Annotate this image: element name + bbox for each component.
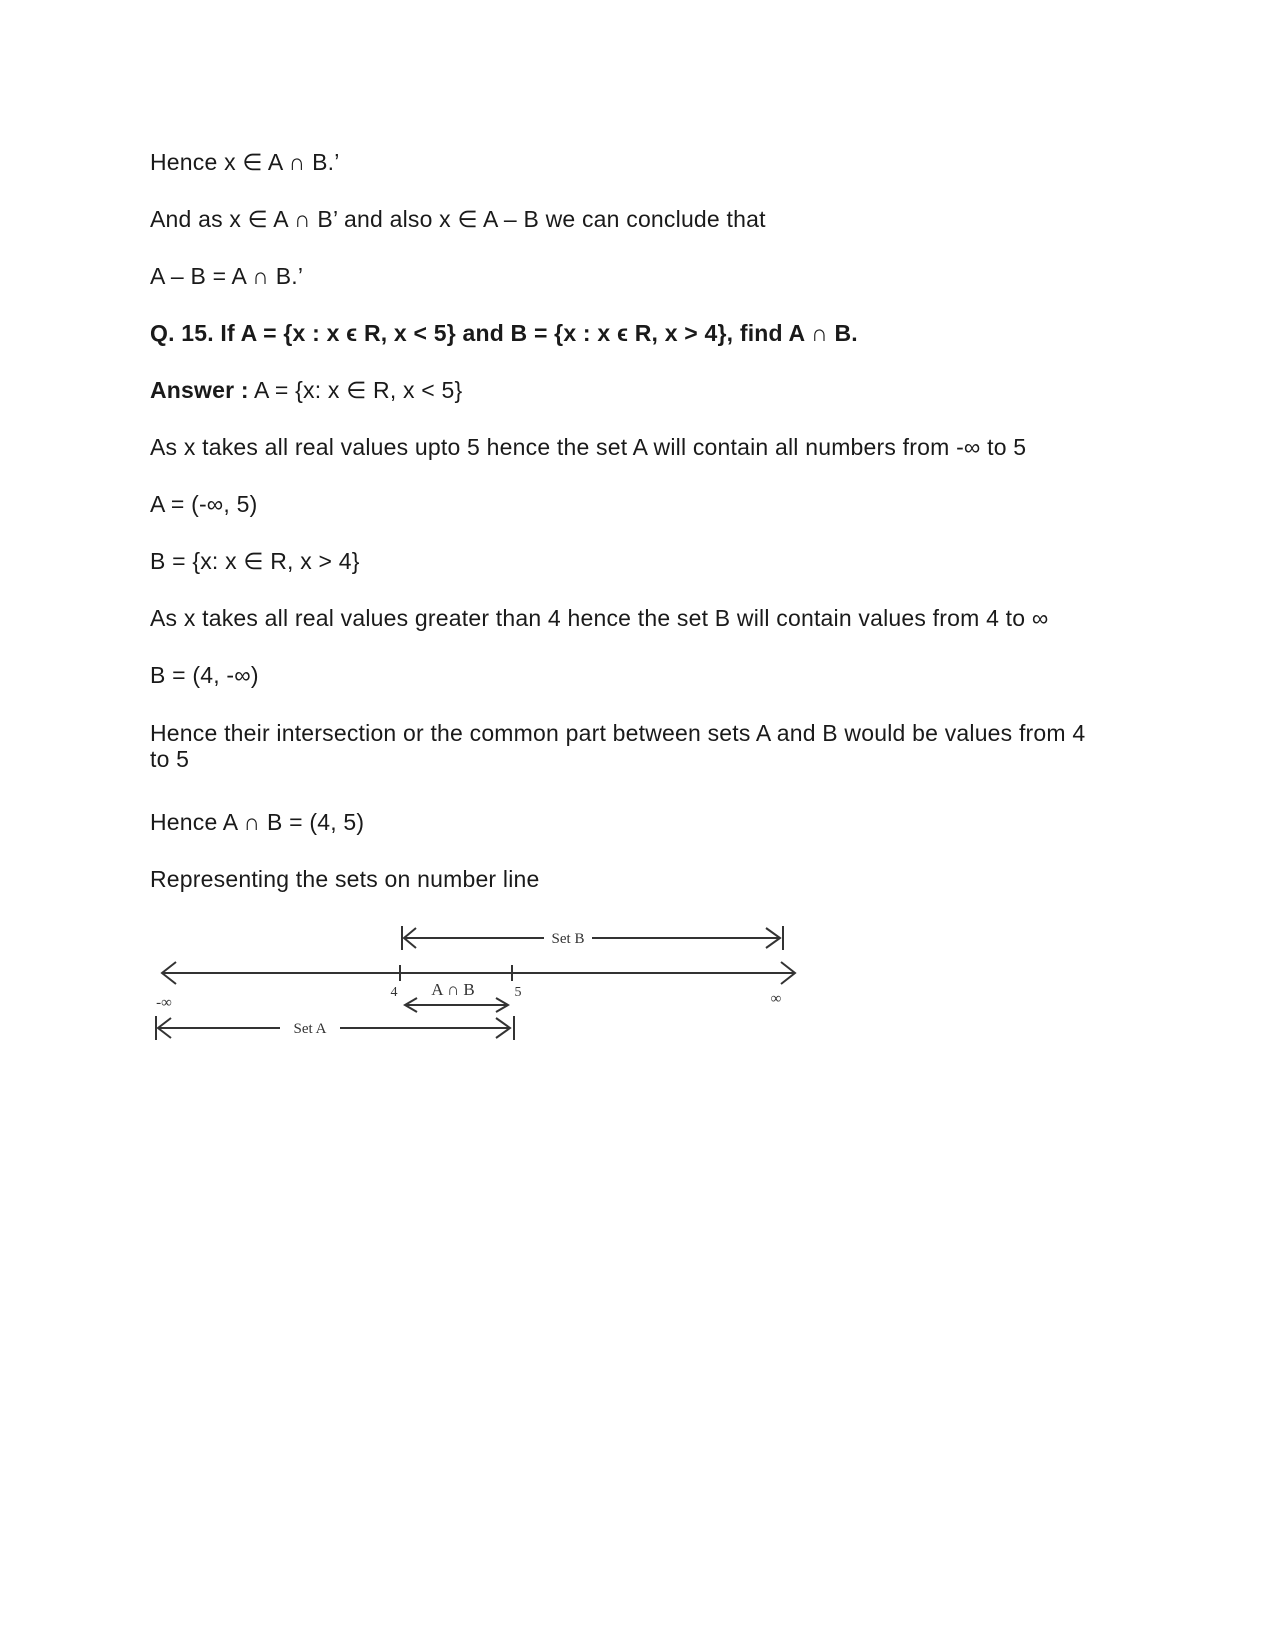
question-15: Q. 15. If A = {x : x ϵ R, x < 5} and B = {x : x ϵ R, x > 4}, find A ∩ B. (150, 320, 858, 346)
text-line-8: B = {x: x ∈ R, x > 4} (150, 548, 360, 574)
pos-infinity-label: ∞ (770, 991, 782, 1007)
set-b-label: Set B (551, 931, 585, 947)
answer-label: Answer : (150, 377, 249, 403)
text-line-7: A = (-∞, 5) (150, 491, 258, 517)
neg-infinity-label: -∞ (156, 995, 172, 1011)
text-line-3: A – B = A ∩ B.’ (150, 263, 304, 289)
tick-label-4: 4 (390, 985, 398, 1000)
text-line-1: Hence x ∈ A ∩ B.’ (150, 149, 340, 175)
answer-line (150, 376, 462, 404)
text-line-6: As x takes all real values upto 5 hence the set A will contain all numbers from -∞ to 5 (150, 434, 1027, 460)
text-line-10: B = (4, -∞) (150, 662, 259, 688)
answer-text: A = {x: x ∈ R, x < 5} (248, 377, 463, 403)
text-line-2: And as x ∈ A ∩ B’ and also x ∈ A – B we can conclude that (150, 206, 766, 232)
set-a-label: Set A (293, 1021, 327, 1037)
text-line-9: As x takes all real values greater than 4 hence the set B will contain values from 4 to ∞ (150, 605, 1049, 631)
tick-label-5: 5 (514, 985, 522, 1000)
intersection-label: A ∩ B (431, 980, 475, 999)
text-line-11: Hence their intersection or the common part between sets A and B would be values from 4 to 5 (150, 720, 1086, 772)
text-line-12: Hence A ∩ B = (4, 5) (150, 809, 365, 835)
number-line-figure (140, 918, 820, 1068)
text-line-13: Representing the sets on number line (150, 866, 540, 892)
